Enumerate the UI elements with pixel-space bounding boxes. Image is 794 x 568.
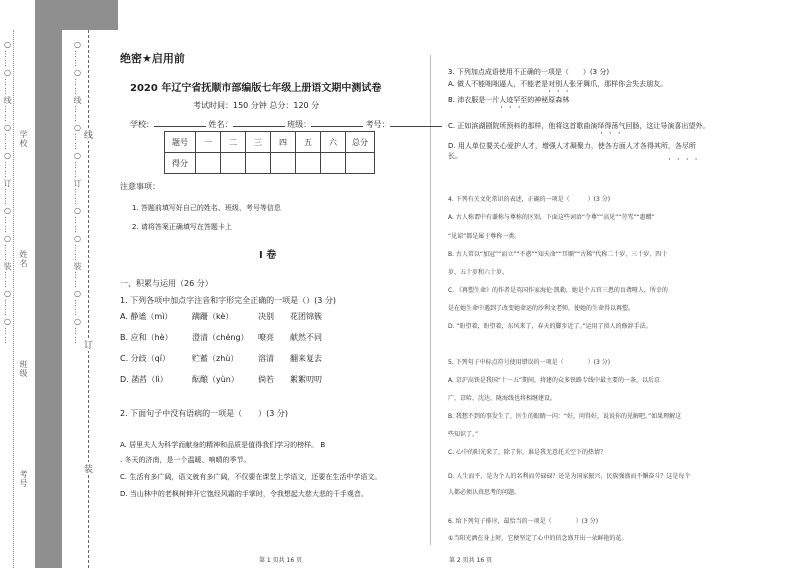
volume-heading: I 卷	[259, 250, 277, 261]
q3-option-d: D. 用人单位要关心爱护人才，增强人才凝聚力，使各方面人才各得其所，各尽所	[448, 142, 696, 150]
score-header-cell: 四	[271, 132, 296, 153]
name-blank[interactable]	[233, 118, 285, 127]
q2-option-b: . 冬天的济南，是一个温暖、响晴的季节。	[120, 456, 251, 464]
q4-option-c: C. 《再塑生命》的作者是英国作家海伦·凯勒，她是个五官三患的盲聋哑人，所幸的	[448, 287, 668, 294]
gutter-field-school: 学校	[19, 130, 28, 148]
binding-vertical-text-inner: ○……○……线……○……○……订……○……○……装……○……○……	[73, 40, 82, 345]
q4-option-b-cont: 岁、五十岁和六十岁。	[448, 269, 509, 276]
q5-option-b-cont: 些知识了。”	[448, 431, 479, 438]
score-cell[interactable]	[321, 153, 346, 174]
q2-option-d: D. 当山林中的老枫树伸开它饱经风霜的手掌时，令我想起大慈大悲的千手观音。	[120, 490, 368, 498]
q1-b-item: 嘹亮	[258, 333, 274, 342]
q2-option-c: C. 生活有多广阔，语文就有多广阔，不仅要在课堂上学语文，还要在生活中学语文。	[120, 473, 382, 481]
emphasis-dots: ····	[668, 155, 704, 165]
gutter-field-class: 班级	[19, 360, 28, 378]
score-header-cell: 二	[221, 132, 246, 153]
q1-c-item: 翻来复去	[290, 354, 322, 363]
q1-a-item: 决别	[258, 312, 274, 321]
q5-option-b: B. 我想不到的事发生了，医生的眼睛一闪：“好，问得好，说说你的见解吧。”如果理解这	[448, 413, 682, 420]
score-cell[interactable]	[246, 153, 271, 174]
exam-info: 考试时间：150 分钟 总分：120 分	[193, 101, 320, 110]
notice-item: 1. 答题前填写好自己的姓名、班级、考号等信息	[132, 204, 281, 212]
gray-binding-strip	[35, 0, 62, 568]
q5-option-d-cont: 人都必须认真思考的问题。	[448, 489, 521, 496]
question-3: 3. 下列加点成语使用不正确的一项是（ ）(3 分)	[448, 68, 610, 76]
question-1: 1. 下列各项中加点字注音和字形完全正确的一项是（）(3 分)	[120, 296, 337, 305]
score-header-cell: 总分	[346, 132, 375, 153]
question-6: 6. 给下列句子排序，最恰当的一项是（ ）(3 分)	[448, 518, 599, 525]
bind-word-order: 订	[84, 338, 93, 351]
question-2: 2. 下面句子中没有语病的一项是（ ）(3 分)	[120, 409, 289, 418]
q1-c-item: 溶清	[258, 354, 274, 363]
id-blank[interactable]	[390, 118, 442, 127]
q5-option-a: A. 京沪高铁是我国“十一五”期间，将建的众多铁路专线中最主要的一条，以后京	[448, 377, 661, 384]
cut-dashed-line	[88, 30, 89, 568]
id-label: 考号：	[365, 120, 390, 129]
q3-option-a: A. 做人不能咄咄逼人，不能老是对别人张牙舞爪，那样你会失去朋友。	[448, 80, 668, 88]
question-4: 4. 下列有关文化常识的表述，正确的一项是（ ）(3 分)	[448, 196, 611, 203]
q1-b-item: B. 应和（hè）	[120, 333, 173, 342]
notice-item: 2. 请将答案正确填写在答题卡上	[132, 223, 232, 231]
score-header-cell: 五	[296, 132, 321, 153]
binding-dotted-line	[13, 30, 14, 568]
q1-option-c	[120, 353, 322, 364]
student-fields	[130, 118, 442, 130]
q4-option-a-cont: “见谅”都是属于尊称一类。	[448, 233, 521, 240]
score-cell[interactable]	[271, 153, 296, 174]
q5-option-c: C. 心中的阳光来了，除了你，谁是我无意托关空下的热情？	[448, 449, 607, 456]
gray-header-band	[35, 0, 118, 30]
q3-option-d-cont: 长。	[448, 152, 462, 160]
score-header-cell: 三	[246, 132, 271, 153]
bind-word-line: 线	[84, 128, 93, 141]
q1-option-b	[120, 332, 322, 343]
q1-b-item: 澄清（chéng）	[192, 333, 249, 342]
score-cell[interactable]	[196, 153, 221, 174]
score-cell[interactable]	[221, 153, 246, 174]
score-table-row	[165, 153, 375, 174]
emphasis-dots: ···	[548, 87, 575, 97]
class-blank[interactable]	[311, 118, 363, 127]
q5-option-d: D. 人生而平，是为个人的名利而劳碌碌？还是为国家振兴、民族强盛而不懈奋斗？这是每个	[448, 473, 691, 480]
q4-option-a: A. 古人称谓中有谦称与尊称的区别，下面这些词语“令尊”“高见”“劳驾”“惠赠”	[448, 214, 655, 221]
score-table	[164, 131, 375, 174]
q1-d-item: 酝酿（yùn）	[192, 375, 239, 384]
q1-d-item: D. 菡萏（lì）	[120, 375, 168, 384]
q5-option-a-cont: 广、京哈、沈达、陇海线也将相继建设。	[448, 395, 557, 402]
score-cell[interactable]	[346, 153, 375, 174]
notice-title: 注意事项：	[120, 182, 160, 191]
score-row-label: 得分	[165, 153, 196, 174]
binding-vertical-text: ○……○……线……○……○……订……○……○……装……○……○……	[3, 40, 12, 345]
q4-option-c-cont: 是在她生命中遇到了改变她命运的沙利文老师，使她的生命得以再塑。	[448, 305, 635, 312]
school-label: 学校：	[130, 120, 154, 129]
page-footer-right: 第 2 页共 16 页	[449, 557, 493, 564]
emphasis-dots: ···	[600, 129, 627, 139]
score-header-cell: 一	[196, 132, 221, 153]
q1-b-item: 献然不同	[290, 333, 322, 342]
emphasis-dots: ···	[500, 103, 527, 113]
exam-title: 2020 年辽宁省抚顺市部编版七年级上册语文期中测试卷	[130, 83, 382, 94]
q1-a-item: 蹒跚（kè）	[192, 312, 234, 321]
page-footer-left: 第 1 页共 16 页	[259, 557, 303, 564]
q6-sentence-1: ①当阳光洒在身上时，它便坚定了心中的信念盛开出一朵鲜艳的花。	[448, 535, 628, 542]
gutter-field-id: 考号	[19, 470, 28, 488]
gutter-field-name: 姓名	[19, 250, 28, 268]
q1-c-item: C. 分歧（qí）	[120, 354, 170, 363]
q1-option-a	[120, 311, 322, 322]
school-blank[interactable]	[154, 118, 206, 127]
q1-option-d	[120, 374, 322, 385]
question-5: 5. 下列句子中标点符号使用错误的一项是（ ）(3 分)	[448, 359, 611, 366]
binding-margin	[0, 0, 118, 568]
class-label: 班级：	[287, 120, 312, 129]
name-label: 姓名：	[208, 120, 233, 129]
q1-d-item: 倘若	[258, 375, 274, 384]
score-header-cell: 题号	[165, 132, 196, 153]
q1-a-item: A. 静谧（mì）	[120, 312, 173, 321]
q1-a-item: 花团锦簇	[290, 312, 322, 321]
q4-option-b: B. 古人常以“加冠”“而立”“不惑”“知天命”“耳顺”“古稀”代称二十岁、三十岁、四十	[448, 251, 668, 258]
q3-option-b: B. 沛衣服是一片人迹罕至的神秘原森林	[448, 96, 570, 104]
q2-option-a: A. 居里夫人为科学而献身的精神和品质是值得我们学习的榜样。 B	[120, 441, 326, 449]
q4-option-d: D. “盼望着，盼望着，东风来了，春天的脚步近了。”运用了拟人的修辞手法。	[448, 323, 652, 330]
score-header-cell: 六	[321, 132, 346, 153]
secret-mark: 绝密★启用前	[120, 52, 185, 65]
q3-option-c: C. 正如滨湖剧院所预料的那样，他将这首歌曲演绎得荡气回肠，这让导演喜出望外。	[448, 122, 710, 130]
score-cell[interactable]	[296, 153, 321, 174]
q1-c-item: 贮蓄（zhù）	[192, 354, 239, 363]
q1-d-item: 絮絮叨叨	[290, 375, 322, 384]
section-heading: 一、积累与运用（26 分）	[120, 279, 213, 288]
score-table-header	[165, 132, 375, 153]
bind-word-bind: 装	[84, 462, 93, 475]
